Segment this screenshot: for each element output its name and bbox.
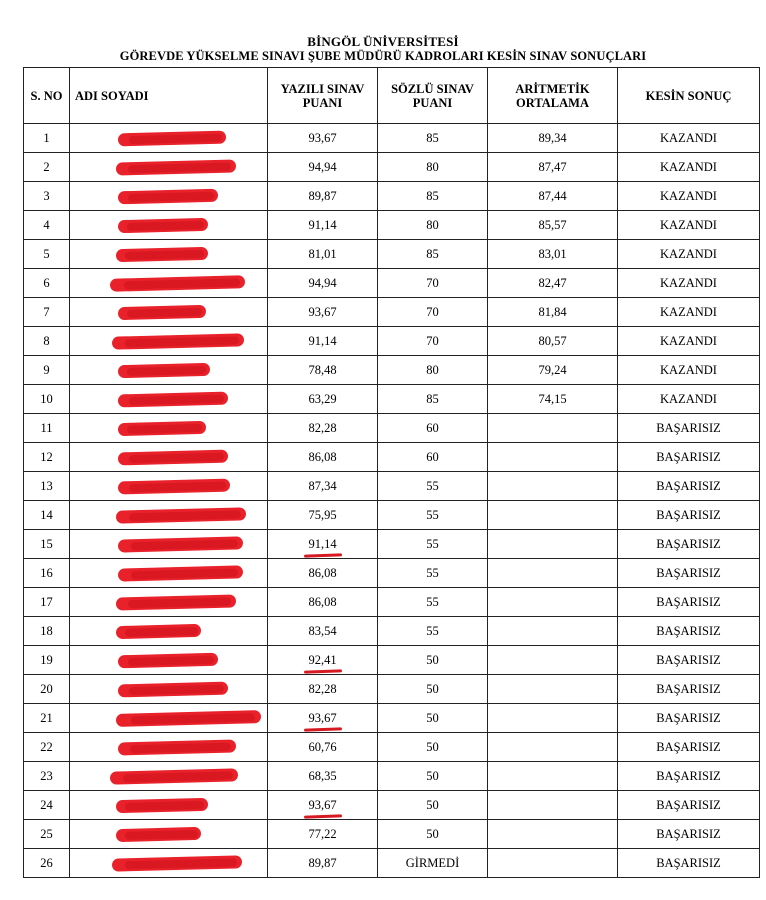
row-average bbox=[488, 472, 618, 501]
row-name-redacted bbox=[70, 820, 268, 849]
redaction-mark bbox=[118, 536, 243, 552]
row-average: 85,57 bbox=[488, 211, 618, 240]
written-score: 93,67 bbox=[308, 130, 337, 145]
table-row bbox=[24, 298, 760, 327]
row-average bbox=[488, 704, 618, 733]
row-number: 2 bbox=[24, 153, 70, 182]
written-score: 83,54 bbox=[308, 623, 337, 638]
table-row bbox=[24, 414, 760, 443]
written-score-underlined: 93,67 bbox=[308, 710, 337, 725]
row-average bbox=[488, 588, 618, 617]
row-number: 12 bbox=[24, 443, 70, 472]
written-score: 86,08 bbox=[308, 594, 337, 609]
redaction-mark bbox=[118, 363, 210, 378]
row-number: 3 bbox=[24, 182, 70, 211]
redaction-mark bbox=[112, 855, 242, 871]
row-result: BAŞARISIZ bbox=[618, 791, 760, 820]
redaction-mark bbox=[116, 624, 201, 639]
row-name-redacted bbox=[70, 559, 268, 588]
row-number: 26 bbox=[24, 849, 70, 878]
row-oral-score: 50 bbox=[378, 762, 488, 791]
row-average bbox=[488, 820, 618, 849]
row-name-redacted bbox=[70, 124, 268, 153]
written-score: 68,35 bbox=[308, 768, 337, 783]
row-oral-score: 60 bbox=[378, 414, 488, 443]
row-name-redacted bbox=[70, 501, 268, 530]
redaction-mark bbox=[118, 131, 226, 147]
row-oral-score: 55 bbox=[378, 617, 488, 646]
row-name-redacted bbox=[70, 849, 268, 878]
row-name-redacted bbox=[70, 646, 268, 675]
written-score: 94,94 bbox=[308, 159, 337, 174]
redaction-mark bbox=[116, 159, 236, 175]
written-score: 75,95 bbox=[308, 507, 337, 522]
redaction-mark bbox=[118, 218, 208, 233]
row-name-redacted bbox=[70, 182, 268, 211]
row-written-score bbox=[268, 356, 378, 385]
row-name-redacted bbox=[70, 414, 268, 443]
table-row bbox=[24, 617, 760, 646]
row-oral-score: 85 bbox=[378, 240, 488, 269]
col-header-average-line1: ARİTMETİK bbox=[515, 81, 590, 96]
row-result: BAŞARISIZ bbox=[618, 820, 760, 849]
row-result: KAZANDI bbox=[618, 327, 760, 356]
row-number: 11 bbox=[24, 414, 70, 443]
row-oral-score: 55 bbox=[378, 501, 488, 530]
col-header-name: ADI SOYADI bbox=[70, 68, 268, 124]
row-number: 13 bbox=[24, 472, 70, 501]
table-row bbox=[24, 472, 760, 501]
row-average: 89,34 bbox=[488, 124, 618, 153]
row-average bbox=[488, 646, 618, 675]
row-written-score bbox=[268, 762, 378, 791]
written-score: 60,76 bbox=[308, 739, 337, 754]
row-oral-score: 60 bbox=[378, 443, 488, 472]
table-row bbox=[24, 646, 760, 675]
row-average bbox=[488, 762, 618, 791]
row-number: 18 bbox=[24, 617, 70, 646]
row-name-redacted bbox=[70, 675, 268, 704]
row-written-score bbox=[268, 617, 378, 646]
row-average: 82,47 bbox=[488, 269, 618, 298]
redaction-mark bbox=[116, 827, 201, 842]
row-average: 83,01 bbox=[488, 240, 618, 269]
table-row bbox=[24, 240, 760, 269]
redaction-mark bbox=[112, 333, 244, 349]
row-result: BAŞARISIZ bbox=[618, 472, 760, 501]
row-result: KAZANDI bbox=[618, 153, 760, 182]
col-header-written-line2: PUANI bbox=[302, 95, 343, 110]
row-oral-score: 85 bbox=[378, 385, 488, 414]
row-result: BAŞARISIZ bbox=[618, 849, 760, 878]
row-name-redacted bbox=[70, 733, 268, 762]
written-score: 93,67 bbox=[308, 304, 337, 319]
row-written-score bbox=[268, 791, 378, 820]
row-written-score bbox=[268, 849, 378, 878]
col-header-average bbox=[488, 68, 618, 124]
row-result: BAŞARISIZ bbox=[618, 617, 760, 646]
redaction-mark bbox=[116, 507, 246, 523]
table-row bbox=[24, 327, 760, 356]
row-result: KAZANDI bbox=[618, 240, 760, 269]
row-average bbox=[488, 733, 618, 762]
table-row bbox=[24, 153, 760, 182]
row-result: KAZANDI bbox=[618, 211, 760, 240]
row-name-redacted bbox=[70, 530, 268, 559]
row-result: KAZANDI bbox=[618, 124, 760, 153]
row-average: 80,57 bbox=[488, 327, 618, 356]
row-written-score bbox=[268, 298, 378, 327]
row-oral-score: 70 bbox=[378, 298, 488, 327]
redaction-mark bbox=[116, 594, 236, 610]
table-row bbox=[24, 443, 760, 472]
row-oral-score: 70 bbox=[378, 269, 488, 298]
row-oral-score: 55 bbox=[378, 588, 488, 617]
row-result: BAŞARISIZ bbox=[618, 559, 760, 588]
row-name-redacted bbox=[70, 588, 268, 617]
row-name-redacted bbox=[70, 472, 268, 501]
row-result: BAŞARISIZ bbox=[618, 588, 760, 617]
table-row bbox=[24, 820, 760, 849]
redaction-mark bbox=[116, 247, 208, 262]
row-oral-score: 85 bbox=[378, 124, 488, 153]
row-average bbox=[488, 530, 618, 559]
written-score: 82,28 bbox=[308, 420, 337, 435]
row-number: 14 bbox=[24, 501, 70, 530]
row-written-score bbox=[268, 733, 378, 762]
row-oral-score: 50 bbox=[378, 675, 488, 704]
written-score: 82,28 bbox=[308, 681, 337, 696]
row-average bbox=[488, 501, 618, 530]
row-average: 81,84 bbox=[488, 298, 618, 327]
row-average bbox=[488, 559, 618, 588]
row-result: KAZANDI bbox=[618, 385, 760, 414]
written-score: 91,14 bbox=[308, 217, 337, 232]
row-number: 7 bbox=[24, 298, 70, 327]
row-written-score bbox=[268, 472, 378, 501]
table-header-row bbox=[24, 68, 760, 124]
row-result: BAŞARISIZ bbox=[618, 704, 760, 733]
redaction-mark bbox=[118, 450, 228, 466]
written-score-underlined: 93,67 bbox=[308, 797, 337, 812]
row-number: 23 bbox=[24, 762, 70, 791]
row-average bbox=[488, 675, 618, 704]
table-row bbox=[24, 124, 760, 153]
row-number: 25 bbox=[24, 820, 70, 849]
row-written-score bbox=[268, 414, 378, 443]
col-header-oral-line1: SÖZLÜ SINAV bbox=[391, 81, 474, 96]
row-result: BAŞARISIZ bbox=[618, 443, 760, 472]
written-score: 81,01 bbox=[308, 246, 337, 261]
row-name-redacted bbox=[70, 356, 268, 385]
row-oral-score: 85 bbox=[378, 182, 488, 211]
row-oral-score: 55 bbox=[378, 530, 488, 559]
written-score: 89,87 bbox=[308, 855, 337, 870]
col-header-no: S. NO bbox=[24, 68, 70, 124]
row-result: BAŞARISIZ bbox=[618, 501, 760, 530]
row-name-redacted bbox=[70, 385, 268, 414]
row-written-score bbox=[268, 530, 378, 559]
row-number: 15 bbox=[24, 530, 70, 559]
row-name-redacted bbox=[70, 791, 268, 820]
row-result: KAZANDI bbox=[618, 269, 760, 298]
table-row bbox=[24, 385, 760, 414]
col-header-written bbox=[268, 68, 378, 124]
row-result: KAZANDI bbox=[618, 182, 760, 211]
redaction-mark bbox=[118, 189, 218, 205]
col-header-result: KESİN SONUÇ bbox=[618, 68, 760, 124]
row-name-redacted bbox=[70, 327, 268, 356]
row-average bbox=[488, 791, 618, 820]
redaction-mark bbox=[118, 739, 236, 755]
table-row bbox=[24, 182, 760, 211]
written-score: 87,34 bbox=[308, 478, 337, 493]
row-written-score bbox=[268, 588, 378, 617]
row-written-score bbox=[268, 240, 378, 269]
col-header-oral bbox=[378, 68, 488, 124]
row-result: BAŞARISIZ bbox=[618, 646, 760, 675]
row-name-redacted bbox=[70, 704, 268, 733]
row-number: 20 bbox=[24, 675, 70, 704]
redaction-mark bbox=[110, 768, 238, 784]
redaction-mark bbox=[118, 392, 228, 408]
row-number: 17 bbox=[24, 588, 70, 617]
document-title: GÖREVDE YÜKSELME SINAVI ŞUBE MÜDÜRÜ KADROLARI KESİN SINAV SONUÇLARI bbox=[119, 49, 647, 63]
written-score: 94,94 bbox=[308, 275, 337, 290]
row-average bbox=[488, 414, 618, 443]
row-result: KAZANDI bbox=[618, 356, 760, 385]
redaction-mark bbox=[116, 710, 261, 727]
row-average bbox=[488, 617, 618, 646]
row-name-redacted bbox=[70, 269, 268, 298]
row-result: KAZANDI bbox=[618, 298, 760, 327]
table-row bbox=[24, 675, 760, 704]
document-header bbox=[0, 34, 766, 64]
row-name-redacted bbox=[70, 153, 268, 182]
row-oral-score: 55 bbox=[378, 559, 488, 588]
row-average: 74,15 bbox=[488, 385, 618, 414]
results-table-body bbox=[24, 124, 760, 878]
row-number: 6 bbox=[24, 269, 70, 298]
row-written-score bbox=[268, 124, 378, 153]
results-table bbox=[23, 67, 760, 878]
row-written-score bbox=[268, 646, 378, 675]
written-score: 89,87 bbox=[308, 188, 337, 203]
row-average: 79,24 bbox=[488, 356, 618, 385]
row-number: 4 bbox=[24, 211, 70, 240]
row-oral-score: 80 bbox=[378, 153, 488, 182]
table-row bbox=[24, 269, 760, 298]
row-written-score bbox=[268, 675, 378, 704]
table-row bbox=[24, 356, 760, 385]
row-number: 24 bbox=[24, 791, 70, 820]
redaction-mark bbox=[118, 653, 218, 669]
row-average: 87,44 bbox=[488, 182, 618, 211]
table-row bbox=[24, 559, 760, 588]
row-oral-score: 80 bbox=[378, 356, 488, 385]
row-written-score bbox=[268, 559, 378, 588]
row-oral-score: 50 bbox=[378, 646, 488, 675]
row-name-redacted bbox=[70, 211, 268, 240]
row-number: 22 bbox=[24, 733, 70, 762]
row-number: 21 bbox=[24, 704, 70, 733]
written-score-underlined: 92,41 bbox=[308, 652, 337, 667]
redaction-mark bbox=[118, 682, 228, 698]
row-oral-score: 70 bbox=[378, 327, 488, 356]
row-result: BAŞARISIZ bbox=[618, 530, 760, 559]
row-result: BAŞARISIZ bbox=[618, 675, 760, 704]
table-row bbox=[24, 849, 760, 878]
row-name-redacted bbox=[70, 298, 268, 327]
row-result: BAŞARISIZ bbox=[618, 414, 760, 443]
row-written-score bbox=[268, 269, 378, 298]
redaction-mark bbox=[116, 798, 208, 813]
row-name-redacted bbox=[70, 617, 268, 646]
row-written-score bbox=[268, 153, 378, 182]
written-score: 77,22 bbox=[308, 826, 337, 841]
row-oral-score: 50 bbox=[378, 820, 488, 849]
redaction-mark bbox=[110, 275, 245, 292]
table-row bbox=[24, 588, 760, 617]
written-score: 91,14 bbox=[308, 333, 337, 348]
table-row bbox=[24, 530, 760, 559]
written-score: 86,08 bbox=[308, 449, 337, 464]
row-number: 1 bbox=[24, 124, 70, 153]
redaction-mark bbox=[118, 421, 206, 436]
row-oral-score: GİRMEDİ bbox=[378, 849, 488, 878]
row-result: BAŞARISIZ bbox=[618, 733, 760, 762]
col-header-written-line1: YAZILI SINAV bbox=[280, 81, 365, 96]
row-written-score bbox=[268, 327, 378, 356]
table-row bbox=[24, 704, 760, 733]
row-name-redacted bbox=[70, 240, 268, 269]
table-row bbox=[24, 211, 760, 240]
row-number: 16 bbox=[24, 559, 70, 588]
redaction-mark bbox=[118, 565, 243, 581]
written-score: 63,29 bbox=[308, 391, 337, 406]
row-number: 5 bbox=[24, 240, 70, 269]
row-written-score bbox=[268, 820, 378, 849]
col-header-average-line2: ORTALAMA bbox=[516, 95, 589, 110]
row-name-redacted bbox=[70, 762, 268, 791]
redaction-mark bbox=[118, 305, 206, 320]
row-written-score bbox=[268, 211, 378, 240]
row-number: 8 bbox=[24, 327, 70, 356]
written-score: 86,08 bbox=[308, 565, 337, 580]
row-average bbox=[488, 443, 618, 472]
row-average: 87,47 bbox=[488, 153, 618, 182]
row-written-score bbox=[268, 443, 378, 472]
table-row bbox=[24, 791, 760, 820]
col-header-oral-line2: PUANI bbox=[412, 95, 453, 110]
row-oral-score: 50 bbox=[378, 733, 488, 762]
row-result: BAŞARISIZ bbox=[618, 762, 760, 791]
written-score-underlined: 91,14 bbox=[308, 536, 337, 551]
table-row bbox=[24, 762, 760, 791]
row-number: 10 bbox=[24, 385, 70, 414]
row-name-redacted bbox=[70, 443, 268, 472]
row-oral-score: 50 bbox=[378, 704, 488, 733]
row-written-score bbox=[268, 182, 378, 211]
row-oral-score: 80 bbox=[378, 211, 488, 240]
row-average bbox=[488, 849, 618, 878]
written-score: 78,48 bbox=[308, 362, 337, 377]
row-number: 9 bbox=[24, 356, 70, 385]
university-title: BİNGÖL ÜNİVERSİTESİ bbox=[307, 34, 459, 49]
row-written-score bbox=[268, 501, 378, 530]
row-number: 19 bbox=[24, 646, 70, 675]
table-row bbox=[24, 733, 760, 762]
row-oral-score: 55 bbox=[378, 472, 488, 501]
redaction-mark bbox=[118, 479, 230, 495]
row-oral-score: 50 bbox=[378, 791, 488, 820]
row-written-score bbox=[268, 704, 378, 733]
table-row bbox=[24, 501, 760, 530]
row-written-score bbox=[268, 385, 378, 414]
